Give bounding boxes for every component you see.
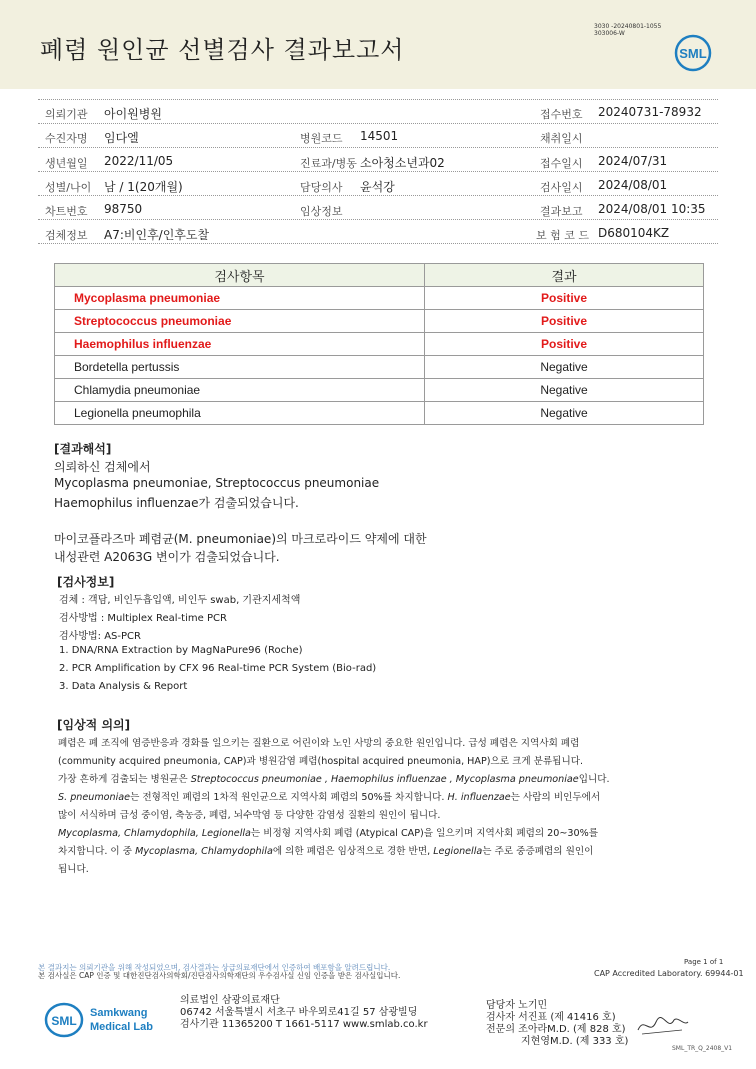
divider: [38, 171, 718, 172]
results-header-row: [55, 264, 704, 287]
divider: [38, 123, 718, 124]
clinical-text: 가장 흔하게 검출되는 병원균은: [58, 774, 191, 785]
divider: [38, 147, 718, 148]
clinical-organisms: Streptococcus pneumoniae , Haemophilus influenzae , Mycoplasma pneumoniae: [190, 774, 579, 785]
interpretation-title: [결과해석]: [54, 442, 112, 456]
clinical-organisms: Mycoplasma, Chlamydophila: [135, 846, 273, 857]
test-info-line: 2. PCR Amplification by CFX 96 Real-time PCR System (Bio-rad): [59, 663, 377, 674]
specimen-label: 검체정보: [45, 229, 88, 242]
company-name-line2: Medical Lab: [90, 1021, 153, 1033]
institution-label: 의뢰기관: [45, 108, 88, 121]
test-result: Positive: [425, 287, 704, 310]
staff-line: 지현영M.D. (제 333 호): [521, 1036, 629, 1047]
test-info-line: 1. DNA/RNA Extraction by MagNaPure96 (Roche): [59, 645, 303, 656]
clinical-line: [58, 771, 610, 785]
test-result: Positive: [425, 310, 704, 333]
staff-line: 검사자 서진표 (제 41416 호): [486, 1012, 616, 1023]
table-row: [55, 356, 704, 379]
test-item: Mycoplasma pneumoniae: [55, 287, 425, 310]
document-code: [594, 23, 661, 37]
clinical-text: 는 전형적인 폐렴의 1차적 원인균으로 지역사회 폐렴의 50%를 차지합니다.: [130, 792, 448, 803]
sml-footer-logo-icon: [44, 1002, 84, 1038]
reception-date-label: 접수일시: [540, 157, 583, 170]
signature-icon: [634, 1012, 690, 1040]
company-info: [180, 995, 428, 1031]
clinical-text: 는 사람의 비인두에서: [510, 792, 601, 803]
company-name-line1: Samkwang: [90, 1007, 148, 1019]
test-result: Negative: [425, 356, 704, 379]
company-korean-name: 의료법인 삼광의료재단: [180, 995, 280, 1006]
dept-label: 진료과/병동: [300, 157, 357, 170]
interpretation-line: 의뢰하신 검체에서: [54, 460, 151, 474]
table-row: [55, 287, 704, 310]
staff-info: [486, 1000, 628, 1048]
clinical-line: (community acquired pneumonia, CAP)과 병원감염 폐렴(hospital acquired pneumonia, HAP)으로 크게 분류됩니다.: [58, 756, 584, 767]
chart-label: 차트번호: [45, 205, 88, 218]
results-table: [54, 263, 704, 425]
reception-date-value: 2024/07/31: [598, 154, 668, 168]
test-item: Haemophilus influenzae: [55, 333, 425, 356]
column-header-result: 결과: [425, 264, 704, 287]
sml-footer-logo-text: SML: [51, 1014, 77, 1028]
test-result: Positive: [425, 333, 704, 356]
test-info-line: 검체 : 객담, 비인두흡입액, 비인두 swab, 기관지세척액: [59, 595, 301, 606]
specimen-value: A7:비인후/인후도찰: [104, 228, 210, 242]
clinical-text: 에 의한 폐렴은 임상적으로 경한 반면,: [272, 846, 434, 857]
insurance-label: 보 험 코 드: [536, 229, 589, 242]
report-date-value: 2024/08/01 10:35: [598, 202, 706, 216]
clinical-text: 입니다.: [578, 774, 610, 785]
footer-notice: 본 결과지는 의뢰기관을 위해 작성되었으며, 검사결과는 상급의료재단에서 인증하여 배포함을 알려드립니다.: [38, 963, 391, 972]
clinical-text: 는 주로 중증폐렴의 원인이: [482, 846, 594, 857]
reception-no-label: 접수번호: [540, 108, 583, 121]
clinical-text: 는 비정형 지역사회 폐렴 (Atypical CAP)을 일으키며 지역사회 폐렴의 20~30%를: [250, 828, 599, 839]
doctor-label: 담당의사: [300, 181, 343, 194]
institution-value: 아이원병원: [104, 107, 162, 121]
clinical-text: 차지합니다. 이 중: [58, 846, 136, 857]
company-contact: 검사기관 11365200 T 1661-5117 www.smlab.co.kr: [180, 1019, 428, 1030]
divider: [38, 195, 718, 196]
document-code-line2: 303006-W: [594, 30, 625, 37]
cap-accreditation: CAP Accredited Laboratory. 69944-01: [594, 969, 744, 978]
collection-date-label: 채취일시: [540, 132, 583, 145]
interpretation-line: 마이코플라즈마 폐렴균(M. pneumoniae)의 마크로라이드 약제에 대한: [54, 532, 427, 546]
insurance-value: D680104KZ: [598, 226, 670, 240]
recipient-value: 임다엘: [104, 131, 139, 145]
test-result: Negative: [425, 402, 704, 425]
clinical-organisms: Mycoplasma, Chlamydophila, Legionella: [58, 828, 251, 839]
report-title: 폐렴 원인균 선별검사 결과보고서: [40, 36, 405, 64]
test-item: Chlamydia pneumoniae: [55, 379, 425, 402]
test-item: Streptococcus pneumoniae: [55, 310, 425, 333]
hospital-code-value: 14501: [360, 129, 399, 143]
sex-age-value: 남 / 1(20개월): [104, 180, 183, 194]
footer-notice: 본 검사실은 CAP 인증 및 대한진단검사의학회/진단검사의학재단의 우수검사실 신임 인증을 받은 검사실입니다.: [38, 971, 401, 980]
test-date-value: 2024/08/01: [598, 178, 668, 192]
clinical-organism: H. influenzae: [447, 792, 511, 803]
birth-label: 생년월일: [45, 157, 88, 170]
doctor-value: 윤석강: [360, 180, 395, 194]
clinical-significance-title: [임상적 의의]: [57, 718, 131, 732]
recipient-label: 수진자명: [45, 132, 88, 145]
column-header-item: 검사항목: [55, 264, 425, 287]
test-result: Negative: [425, 379, 704, 402]
interpretation-line: 내성관련 A2063G 변이가 검출되었습니다.: [54, 550, 280, 564]
table-row: [55, 402, 704, 425]
sex-age-label: 성별/나이: [45, 181, 92, 194]
staff-line: 담당자 노기민: [486, 1000, 548, 1011]
interpretation-line: Haemophilus influenzae가 검출되었습니다.: [54, 496, 299, 510]
staff-line: 전문의 조아라M.D. (제 828 호): [486, 1024, 626, 1035]
reception-no-value: 20240731-78932: [598, 105, 702, 119]
birth-value: 2022/11/05: [104, 154, 174, 168]
interpretation-line: Mycoplasma pneumoniae, Streptococcus pneumoniae: [54, 476, 380, 490]
form-code: SML_TR_Q_2408_V1: [672, 1045, 733, 1052]
clinical-organism: S. pneumoniae: [58, 792, 131, 803]
clinical-line: 폐렴은 폐 조직에 염증반응과 경화를 일으키는 질환으로 어린이와 노인 사망의 중요한 원인입니다. 급성 폐렴은 지역사회 폐렴: [58, 738, 580, 749]
clinical-line: [58, 789, 600, 803]
clinical-organism: Legionella: [433, 846, 483, 857]
test-date-label: 검사일시: [540, 181, 583, 194]
clinical-info-label: 임상정보: [300, 205, 343, 218]
test-info-title: [검사정보]: [57, 575, 115, 589]
test-item: Bordetella pertussis: [55, 356, 425, 379]
hospital-code-label: 병원코드: [300, 132, 343, 145]
table-row: [55, 310, 704, 333]
clinical-line: 많이 서식하며 급성 중이염, 축농증, 폐렴, 뇌수막염 등 다양한 감염성 질환의 원인이 됩니다.: [58, 810, 441, 821]
clinical-line: 됩니다.: [58, 864, 89, 875]
table-row: [55, 379, 704, 402]
test-info-line: 3. Data Analysis & Report: [59, 681, 188, 692]
document-code-line1: 3030 -20240801-1055: [594, 23, 662, 30]
test-info-line: 검사방법: AS-PCR: [59, 631, 141, 642]
chart-value: 98750: [104, 202, 143, 216]
report-date-label: 결과보고: [540, 205, 583, 218]
table-row: [55, 333, 704, 356]
divider: [38, 219, 718, 220]
dept-value: 소아청소년과02: [360, 156, 445, 170]
company-address: 06742 서울특별시 서초구 바우뫼로41길 57 삼광빌딩: [180, 1007, 418, 1018]
sml-logo-text: SML: [679, 46, 707, 61]
clinical-line: [58, 843, 593, 857]
test-info-line: 검사방법 : Multiplex Real-time PCR: [59, 613, 227, 624]
clinical-line: [58, 825, 598, 839]
page-number: Page 1 of 1: [684, 958, 724, 966]
divider: [38, 243, 718, 244]
sml-logo-icon: [674, 34, 712, 72]
test-item: Legionella pneumophila: [55, 402, 425, 425]
divider: [38, 99, 718, 100]
